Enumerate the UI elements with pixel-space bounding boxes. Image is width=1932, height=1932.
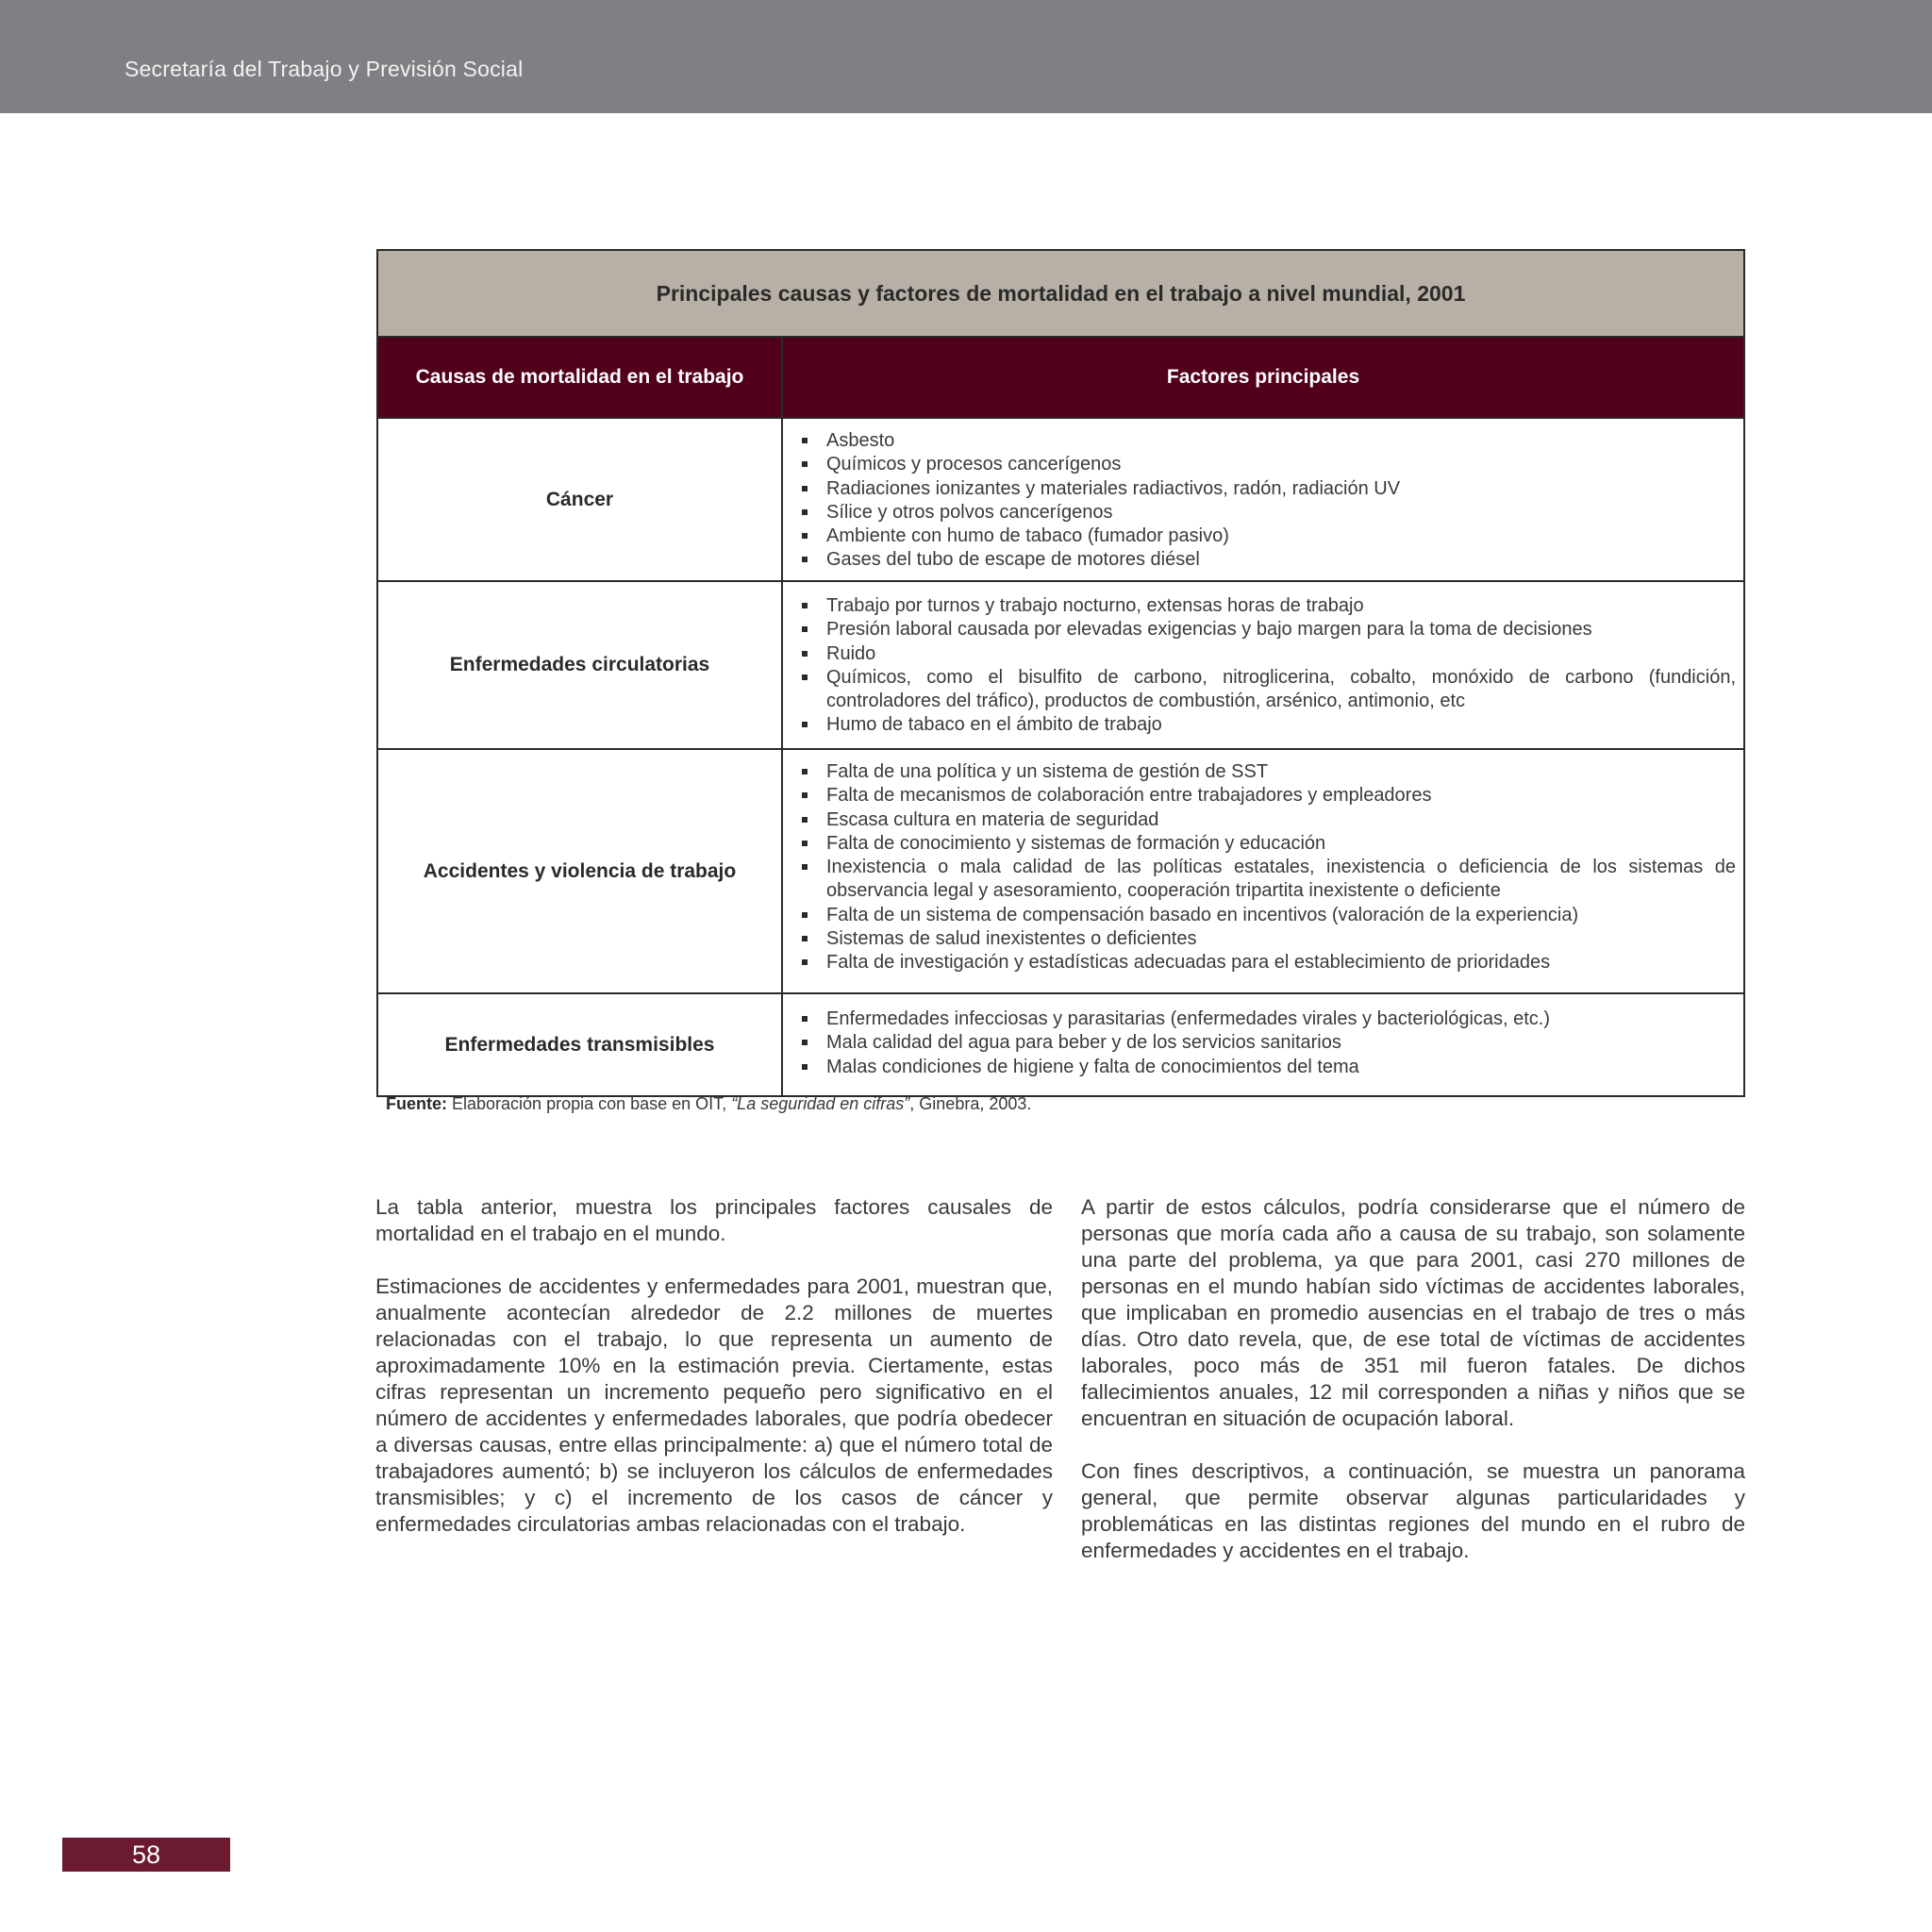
table-row — [378, 580, 1743, 748]
table-title: Principales causas y factores de mortalidad en el trabajo a nivel mundial, 2001 — [378, 251, 1743, 338]
factors-cell — [783, 419, 1743, 580]
header-band — [0, 0, 1932, 113]
cause-cell: Cáncer — [378, 419, 783, 580]
factors-list — [794, 760, 1736, 975]
factor-item: Sistemas de salud inexistentes o deficientes — [794, 927, 1736, 951]
factors-list — [794, 594, 1736, 738]
paragraph: Con fines descriptivos, a continuación, se muestra un panorama general, que permite observar algunas particularidades y problemáticas en las distintas regiones del mundo en el rubro de enfermedades y accidentes en el trabajo. — [1081, 1459, 1745, 1562]
factors-cell — [783, 582, 1743, 748]
paragraph: A partir de estos cálculos, podría considerarse que el número de personas que moría cada año a causa de su trabajo, son solamente una parte del problema, ya que para 2001, casi 270 millones de personas en el mundo habían sido víctimas de accidentes laborales, que implicaban en promedio ausencias en el trabajo de tres o más días. Otro dato revela, que, de ese total de víctimas de accidentes laborales, poco más de 351 mil fueron fatales. De dichos fallecimientos anuales, 12 mil corresponden a niñas y niños que se encuentran en situación de ocupación laboral. — [1081, 1195, 1745, 1430]
factor-item: Ruido — [794, 642, 1736, 666]
column-header-causes: Causas de mortalidad en el trabajo — [378, 338, 783, 417]
table-header-row — [378, 338, 1743, 417]
column-header-factors: Factores principales — [1166, 366, 1360, 388]
table-row — [378, 992, 1743, 1095]
factor-item: Gases del tubo de escape de motores diésel — [794, 548, 1736, 572]
factors-list — [794, 429, 1736, 573]
factor-item: Falta de una política y un sistema de gestión de SST — [794, 760, 1736, 784]
cause-cell: Enfermedades transmisibles — [378, 994, 783, 1095]
factor-item: Enfermedades infecciosas y parasitarias (enfermedades virales y bacteriológicas, etc.) — [794, 1008, 1736, 1031]
factors-cell — [783, 750, 1743, 992]
factor-item: Falta de investigación y estadísticas adecuadas para el establecimiento de prioridades — [794, 951, 1736, 974]
factor-item: Inexistencia o mala calidad de las políticas estatales, inexistencia o deficiencia de los sistemas de observancia legal y asesoramiento, cooperación tripartita inexistente o deficiente — [794, 856, 1736, 904]
factor-item: Asbesto — [794, 429, 1736, 453]
factor-item: Mala calidad del agua para beber y de los servicios sanitarios — [794, 1031, 1736, 1055]
source-label: Fuente: — [386, 1094, 447, 1113]
source-title: “La seguridad en cifras” — [731, 1094, 910, 1113]
factor-item: Radiaciones ionizantes y materiales radiactivos, radón, radiación UV — [794, 477, 1736, 501]
factor-item: Trabajo por turnos y trabajo nocturno, extensas horas de trabajo — [794, 594, 1736, 618]
factor-item: Sílice y otros polvos cancerígenos — [794, 501, 1736, 525]
paragraph: Estimaciones de accidentes y enfermedades para 2001, muestran que, anualmente acontecían alrededor de 2.2 millones de muertes relacionadas con el trabajo, lo que representa un aumento de aproximadamente 10% en la estimación previa. Ciertamente, estas cifras representan un incremento pequeño pero significativo en el número de accidentes y enfermedades laborales, que podría obedecer a diversas causas, entre ellas principalmente: a) que el número total de trabajadores aumentó; b) se incluyeron los cálculos de enfermedades transmisibles; y c) el incremento de los casos de cáncer y enfermedades circulatorias ambas relacionadas con el trabajo. — [375, 1274, 1053, 1536]
source-text: Elaboración propia con base en OIT, — [447, 1094, 732, 1113]
factor-item: Presión laboral causada por elevadas exigencias y bajo margen para la toma de decisiones — [794, 618, 1736, 641]
factor-item: Malas condiciones de higiene y falta de conocimientos del tema — [794, 1056, 1736, 1079]
paragraph: La tabla anterior, muestra los principales factores causales de mortalidad en el trabajo en el mundo. — [375, 1195, 1053, 1245]
source-tail: , Ginebra, 2003. — [909, 1094, 1032, 1113]
header-title: Secretaría del Trabajo y Previsión Social — [125, 57, 524, 81]
factor-item: Químicos y procesos cancerígenos — [794, 453, 1736, 476]
mortality-table — [376, 249, 1745, 1097]
table-row — [378, 417, 1743, 580]
factor-item: Químicos, como el bisulfito de carbono, nitroglicerina, cobalto, monóxido de carbono (fundición, controladores del tráfico), productos de combustión, arsénico, antimonio, etc — [794, 666, 1736, 714]
cause-cell: Accidentes y violencia de trabajo — [378, 750, 783, 992]
cause-cell: Enfermedades circulatorias — [378, 582, 783, 748]
table-source-note — [386, 1094, 1031, 1114]
factor-item: Escasa cultura en materia de seguridad — [794, 808, 1736, 832]
factor-item: Falta de conocimiento y sistemas de formación y educación — [794, 832, 1736, 856]
body-column-right — [1081, 1194, 1745, 1591]
factor-item: Falta de un sistema de compensación basado en incentivos (valoración de la experiencia) — [794, 904, 1736, 927]
factor-item: Falta de mecanismos de colaboración entre trabajadores y empleadores — [794, 784, 1736, 808]
factor-item: Humo de tabaco en el ámbito de trabajo — [794, 713, 1736, 737]
factor-item: Ambiente con humo de tabaco (fumador pasivo) — [794, 525, 1736, 548]
factors-list — [794, 1008, 1736, 1079]
table-row — [378, 748, 1743, 992]
page-number-badge: 58 — [62, 1838, 230, 1872]
body-column-left — [375, 1194, 1053, 1564]
factors-cell — [783, 994, 1743, 1095]
